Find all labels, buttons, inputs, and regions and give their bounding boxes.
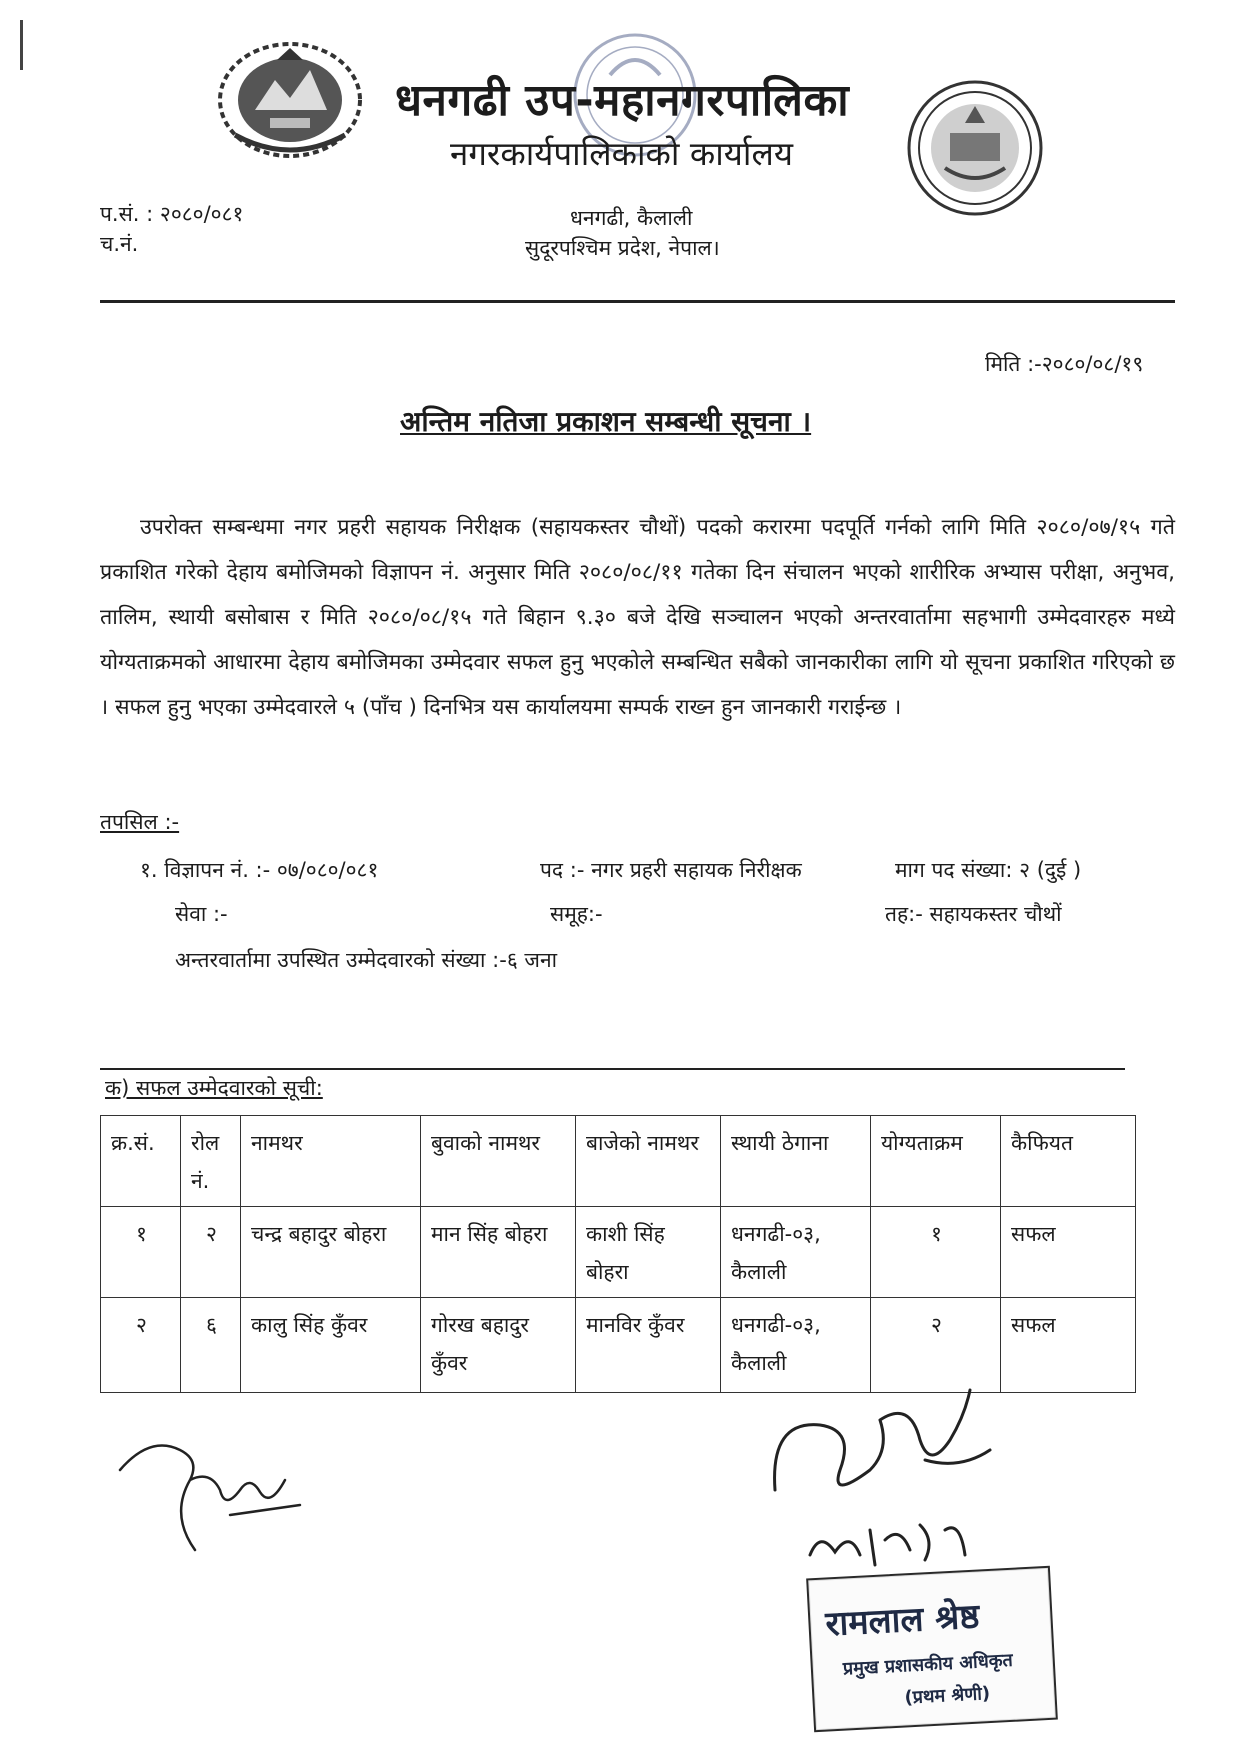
notice-body: उपरोक्त सम्बन्धमा नगर प्रहरी सहायक निरीक्षक (सहायकस्तर चौथों) पदको करारमा पदपूर्ति गर्नको लागि मिति २०८०/०७/१५ गते प्रकाशित गरेको देहाय बमोजिमको विज्ञापन नं. अनुसार मिति २०८०/०८/११ गतेका दिन संचालन भएको शारीरिक अभ्यास परीक्षा, अनुभव, तालिम, स्थायी बसोबास र मिति २०८०/०८/१५ गते बिहान ९.३० बजे देखि सञ्चालन भएको अन्तरवार्तामा सहभागी उम्मेदवारहरु मध्ये योग्यताक्रमको आधारमा देहाय बमोजिमका उम्मेदवार सफल हुनु भएकोले सम्बन्धित सबैको जानकारीका लागि यो सूचना प्रकाशित गरिएको छ । सफल हुनु भएका उम्मेदवारले ५ (पाँच ) दिनभित्र यस कार्यालयमा सम्पर्क राख्न हुन जानकारी गराईन्छ । [100,515,1175,720]
cell-name: कालु सिंह कुँवर [241,1298,421,1393]
cell-serial: २ [101,1298,181,1393]
dispatch-number: च.नं. [100,232,139,256]
cell-roll: ६ [181,1298,241,1393]
municipality-seal-logo [905,78,1045,218]
notice-date: मिति :-२०८०/०८/१९ [985,352,1144,376]
cell-merit: २ [871,1298,1001,1393]
header-divider [100,300,1175,303]
level-field: तह:- सहायकस्तर चौथों [885,902,1062,926]
office-name: नगरकार्यपालिकाको कार्यालय [450,134,793,173]
header-roll: रोल नं. [181,1116,241,1207]
cell-remarks: सफल [1001,1298,1136,1393]
officer-designation: प्रमुख प्रशासकीय अधिकृत [842,1649,1014,1680]
cell-grandfather: मानविर कुँवर [576,1298,721,1393]
details-heading: तपसिल :- [100,810,180,834]
table-caption: क) सफल उम्मेदवारको सूची: [105,1076,323,1100]
organization-name: धनगढी उप-महानगरपालिका [395,75,850,126]
address-line-1: धनगढी, कैलाली [570,206,693,230]
header-remarks: कैफियत [1001,1116,1136,1207]
successful-candidates-table [100,1115,1136,1393]
header-grandfather: बाजेको नामथर [576,1116,721,1207]
advertisement-number: १. विज्ञापन नं. :- ०७/०८०/०८१ [140,858,379,882]
address-line-2: सुदूरपश्चिम प्रदेश, नेपाल। [525,236,720,260]
cell-grandfather: काशी सिंह बोहरा [576,1207,721,1298]
header-merit: योग्यताक्रम [871,1116,1001,1207]
header-address: स्थायी ठेगाना [721,1116,871,1207]
cell-name: चन्द्र बहादुर बोहरा [241,1207,421,1298]
scan-edge-mark [20,20,23,70]
officer-name-stamp [806,1566,1058,1733]
officer-name: रामलाल श्रेष्ठ [824,1596,981,1645]
table-row [101,1298,1136,1393]
table-top-divider [100,1068,1125,1070]
cell-roll: २ [181,1207,241,1298]
nepal-emblem-logo [215,40,365,160]
table-row [101,1207,1136,1298]
post-name: पद :- नगर प्रहरी सहायक निरीक्षक [540,858,802,882]
header-serial: क्र.सं. [101,1116,181,1207]
service-field: सेवा :- [175,902,228,926]
cell-father: मान सिंह बोहरा [421,1207,576,1298]
header-name: नामथर [241,1116,421,1207]
cell-remarks: सफल [1001,1207,1136,1298]
header-father: बुवाको नामथर [421,1116,576,1207]
right-signature [760,1380,1030,1580]
cell-address: धनगढी-०३, कैलाली [721,1298,871,1393]
cell-address: धनगढी-०३, कैलाली [721,1207,871,1298]
demand-post-count: माग पद संख्या: २ (दुई ) [895,858,1082,882]
officer-grade: (प्रथम श्रेणी) [903,1683,991,1709]
cell-merit: १ [871,1207,1001,1298]
notice-title: अन्तिम नतिजा प्रकाशन सम्बन्धी सूचना । [400,405,812,438]
group-field: समूह:- [550,902,603,926]
left-signature [110,1420,310,1560]
interview-attendance: अन्तरवार्तामा उपस्थित उम्मेदवारको संख्या :-६ जना [175,948,558,972]
reference-number: प.सं. : २०८०/०८१ [100,202,244,226]
cell-serial: १ [101,1207,181,1298]
table-header-row [101,1116,1136,1207]
cell-father: गोरख बहादुर कुँवर [421,1298,576,1393]
